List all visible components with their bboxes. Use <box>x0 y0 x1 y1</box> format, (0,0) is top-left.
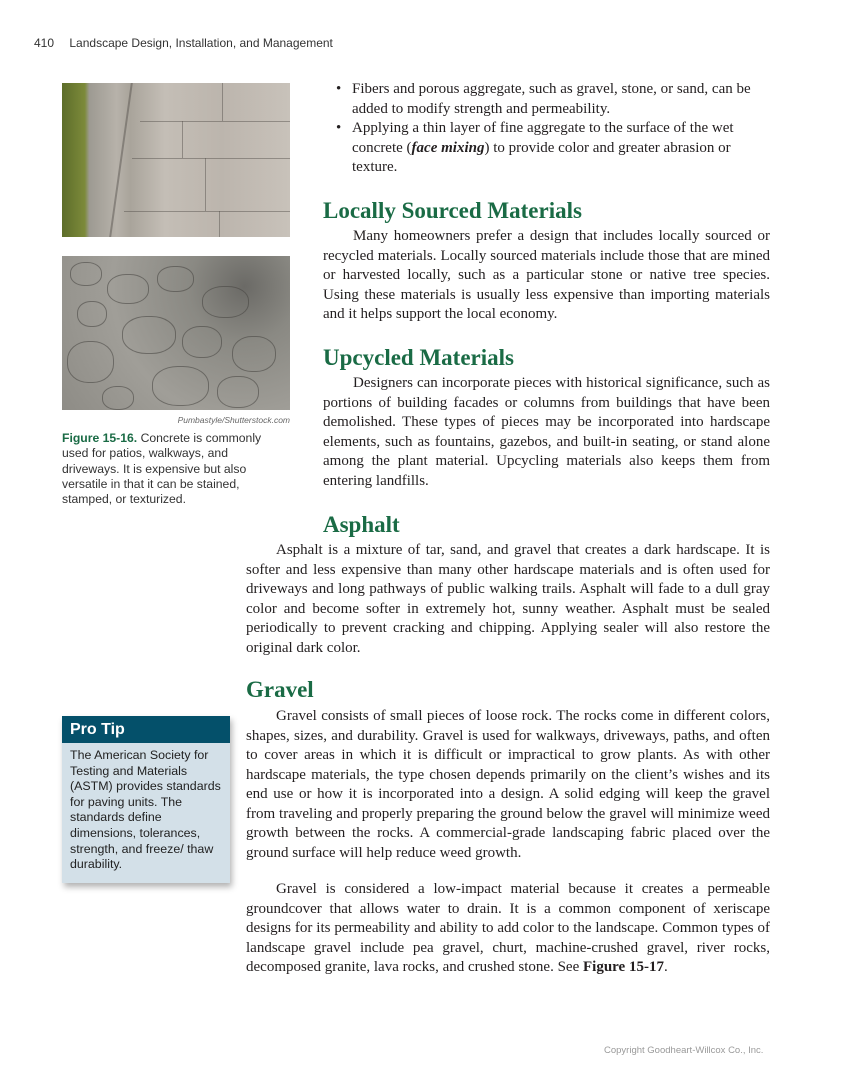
paragraph-locally-sourced: Many homeowners prefer a design that includes locally sourced or recycled materials. Locally sourced materials include those that are mined or harvested locally, such as a particular stone or native tree species. Using these materials is usually less expensive than importing materials and it helps support the local economy. <box>323 228 770 322</box>
figure-caption-text: Concrete is commonly used for patios, walkways, and driveways. It is expensive but also versatile in that it can be stained, stamped, or texturized. <box>62 431 262 507</box>
book-title: Landscape Design, Installation, and Management <box>69 36 333 50</box>
pro-tip-box <box>62 716 230 883</box>
section-heading-asphalt: Asphalt <box>323 512 400 537</box>
section-heading-upcycled: Upcycled Materials <box>323 345 514 370</box>
photo-credit: Pumbastyle/Shutterstock.com <box>177 415 290 425</box>
section-heading-locally-sourced: Locally Sourced Materials <box>323 198 582 223</box>
key-term: face mixing <box>411 139 485 156</box>
paragraph-gravel-2: Gravel is considered a low-impact material because it creates a permeable groundcover that allows water to drain. It is a common component of xeriscape designs for its permeability and ability to add color to the landscape. Common types of landscape gravel include pea gravel, churt, machine-crushed gravel, river rocks, decomposed granite, lava rocks, and crushed stone. See Figure 15-17. <box>246 881 770 975</box>
running-head <box>34 36 333 50</box>
figure-photo-stamped-slabs <box>62 83 290 237</box>
paragraph-upcycled: Designers can incorporate pieces with historical significance, such as portions of building facades or columns from buildings that have been demolished. These types of pieces may be incorporated into hardscape elements, such as fountains, gazebos, and built-in seating, or stand alone among the plant material. Upcycling materials also keeps them from entering landfills. <box>323 375 770 489</box>
figure-label: Figure 15-16. <box>62 431 138 445</box>
figure-photo-stamped-stones <box>62 256 290 410</box>
page-number: 410 <box>34 36 55 50</box>
paragraph-asphalt: Asphalt is a mixture of tar, sand, and gravel that creates a dark hardscape. It is softer and less expensive than many other hardscape materials and is often used for driveways and long pathways of public walking trails. Asphalt will fade to a dull gray color and become softer in extremely hot, sunny weather. Asphalt must be sealed periodically to prevent cracking and chipping. Applying sealer will also restore the original dark color. <box>246 542 770 656</box>
section-heading-gravel: Gravel <box>246 677 314 702</box>
bullet-list <box>332 80 762 178</box>
bullet-item: • Fibers and porous aggregate, such as gravel, stone, or sand, can be added to modify strength and permeability. <box>332 80 762 119</box>
copyright-footer: Copyright Goodheart-Willcox Co., Inc. <box>604 1045 764 1056</box>
pro-tip-body: The American Society for Testing and Materials (ASTM) provides standards for paving units. The standards define dimensions, tolerances, strength, and freeze/ thaw durability. <box>70 748 221 872</box>
figure-reference: Figure 15-17 <box>582 959 664 975</box>
figure-caption <box>62 431 287 507</box>
paragraph-gravel-1: Gravel consists of small pieces of loose rock. The rocks come in different colors, shapes, sizes, and durability. Gravel is used for walkways, driveways, paths, and often to cover areas in which it is difficult or impractical to grow plants. As with other hardscape materials, the type chosen depends primarily on the client’s wishes and its end use or how it is incorporated into a design. A solid edging will keep the gravel from traveling and properly preparing the ground below the gravel will minimize weed growth between the rocks. A commercial-grade landscaping fabric placed over the ground surface will help reduce weed growth. <box>246 708 770 861</box>
bullet-item: • Applying a thin layer of fine aggregate to the surface of the wet concrete (face mixing) to provide color and greater abrasion or texture. <box>332 119 762 178</box>
pro-tip-title: Pro Tip <box>62 716 230 743</box>
